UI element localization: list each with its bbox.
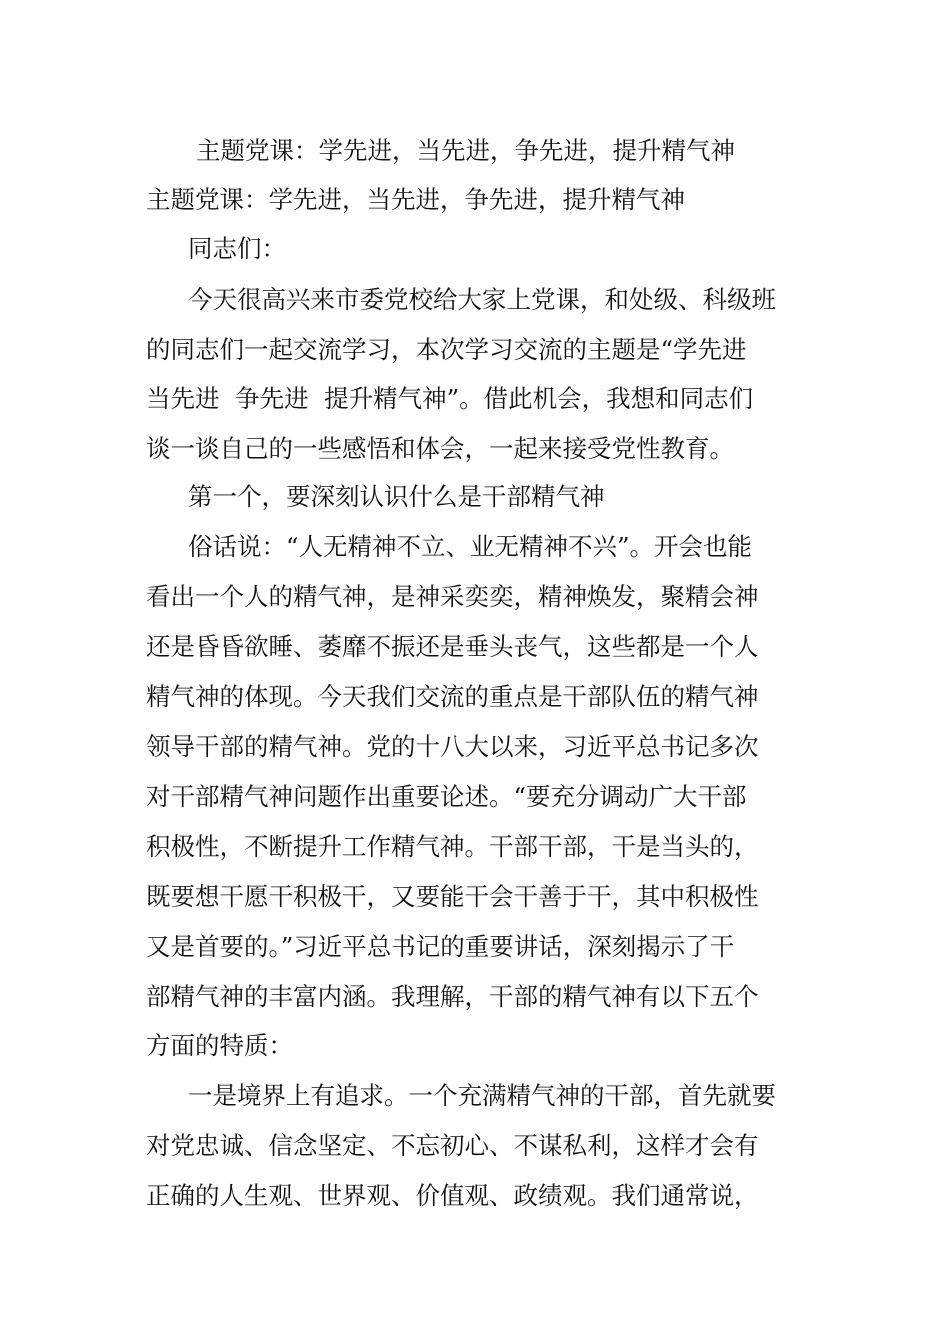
- paragraph-line: 对党忠诚、信念坚定、不忘初心、不谋私利，这样才会有: [146, 1131, 759, 1160]
- document-title-repeat: 主题党课：学先进，当先进，争先进，提升精气神: [146, 185, 685, 214]
- paragraph-line: 领导干部的精气神。党的十八大以来，习近平总书记多次: [146, 732, 759, 761]
- paragraph-line: 对干部精气神问题作出重要论述。“要充分调动广大干部: [146, 782, 747, 811]
- paragraph-line: 今天很高兴来市委党校给大家上党课，和处级、科级班: [188, 285, 776, 314]
- paragraph-line: 谈一谈自己的一些感悟和体会，一起来接受党性教育。: [146, 434, 734, 463]
- paragraph-line: 既要想干愿干积极干，又要能干会干善于干，其中积极性: [146, 882, 759, 911]
- paragraph-line: 的同志们一起交流学习，本次学习交流的主题是“学先进: [146, 335, 747, 364]
- paragraph-line: 部精气神的丰富内涵。我理解，干部的精气神有以下五个: [146, 982, 759, 1011]
- paragraph-line: 还是昏昏欲睡、萎靡不振还是垂头丧气，这些都是一个人: [146, 632, 759, 661]
- paragraph-line: 又是首要的。”习近平总书记的重要讲话，深刻揭示了干: [146, 932, 735, 961]
- paragraph-line: 俗话说：“人无精神不立、业无精神不兴”。开会也能: [188, 532, 753, 561]
- paragraph-line: 精气神的体现。今天我们交流的重点是干部队伍的精气神: [146, 682, 759, 711]
- paragraph-line: 当先进 争先进 提升精气神”。借此机会，我想和同志们: [146, 384, 754, 413]
- document-title: 主题党课：学先进，当先进，争先进，提升精气神: [196, 136, 735, 165]
- section-heading: 第一个，要深刻认识什么是干部精气神: [188, 482, 605, 511]
- paragraph-line: 正确的人生观、世界观、价值观、政绩观。我们通常说，: [146, 1181, 759, 1210]
- salutation: 同志们：: [188, 234, 286, 263]
- paragraph-line: 积极性，不断提升工作精气神。干部干部，干是当头的，: [146, 832, 759, 861]
- paragraph-line: 看出一个人的精气神，是神采奕奕，精神焕发，聚精会神: [146, 582, 759, 611]
- paragraph-line: 一是境界上有追求。一个充满精气神的干部，首先就要: [188, 1081, 776, 1110]
- paragraph-line: 方面的特质：: [146, 1031, 293, 1060]
